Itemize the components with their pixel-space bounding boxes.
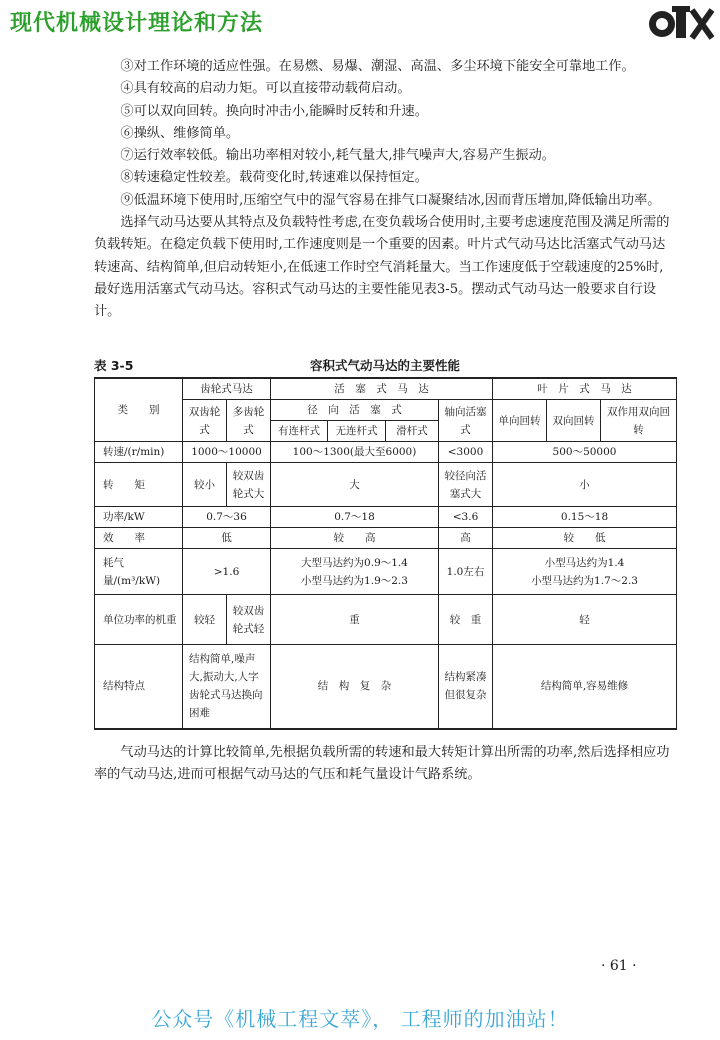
paragraph: 气动马达的计算比较简单,先根据负载所需的转速和最大转矩计算出所需的功率,然后选择相应功率的气动马达,进而可根据气动马达的气压和耗气量设计气路系统。 bbox=[94, 745, 670, 783]
cell bbox=[493, 549, 677, 595]
cell: >1.6 bbox=[183, 549, 271, 595]
header-gear: 齿轮式马达 bbox=[183, 378, 271, 400]
cell: 高 bbox=[439, 528, 493, 549]
cell: 1.0左右 bbox=[439, 549, 493, 595]
header-piston: 活 塞 式 马 达 bbox=[271, 378, 493, 400]
cell-line: 小型马达约为1.7～2.3 bbox=[531, 574, 638, 587]
table-row bbox=[95, 528, 677, 549]
cell: 结构紧凑但很复杂 bbox=[439, 645, 493, 729]
table-row bbox=[95, 442, 677, 463]
paragraph: ③对工作环境的适应性强。在易燃、易爆、潮湿、高温、多尘环境下能安全可靠地工作。 bbox=[120, 59, 635, 74]
cell-line: 大型马达约为0.9～1.4 bbox=[301, 556, 408, 569]
cell-line: 小型马达约为1.4 bbox=[544, 556, 625, 569]
cell: 500～50000 bbox=[493, 442, 677, 463]
cell: 结构简单,容易维修 bbox=[493, 645, 677, 729]
row-label: 单位功率的机重 bbox=[95, 595, 183, 645]
closing-text bbox=[94, 742, 676, 787]
performance-table bbox=[94, 377, 677, 730]
cell: 100～1300(最大至6000) bbox=[271, 442, 439, 463]
paragraph: ④具有较高的启动力矩。可以直接带动载荷启动。 bbox=[120, 81, 411, 97]
paragraph: ⑨低温环境下使用时,压缩空气中的湿气容易在排气口凝聚结冰,因而背压增加,降低输出功率。 bbox=[120, 192, 661, 208]
cell: <3.6 bbox=[439, 507, 493, 528]
cell: 0.15～18 bbox=[493, 507, 677, 528]
paragraph: ⑧转速稳定性较差。载荷变化时,转速难以保持恒定。 bbox=[120, 170, 428, 186]
row-label: 功率/kW bbox=[95, 507, 183, 528]
table-row bbox=[95, 549, 677, 595]
row-label: 效 率 bbox=[95, 528, 183, 549]
cell: 较 低 bbox=[493, 528, 677, 549]
cell: 大 bbox=[271, 463, 439, 507]
cell-line: 小型马达约为1.9～2.3 bbox=[301, 574, 408, 587]
table-title: 容积式气动马达的主要性能 bbox=[309, 358, 460, 373]
cell: 较 高 bbox=[271, 528, 439, 549]
table-row bbox=[95, 507, 677, 528]
row-label: 转 矩 bbox=[95, 463, 183, 507]
header-vane-dual: 双作用双向回转 bbox=[601, 400, 677, 442]
cell: 较径向活塞式大 bbox=[439, 463, 493, 507]
cell: 低 bbox=[183, 528, 271, 549]
cell: 0.7～36 bbox=[183, 507, 271, 528]
cell: 较双齿轮式大 bbox=[227, 463, 271, 507]
header-vane-bidir: 双向回转 bbox=[547, 400, 601, 442]
cell: 1000～10000 bbox=[183, 442, 271, 463]
header-vane: 叶 片 式 马 达 bbox=[493, 378, 677, 400]
header-gear-multi: 多齿轮式 bbox=[227, 400, 271, 442]
header-radial-slide: 滑杆式 bbox=[386, 421, 439, 442]
cell: 较 重 bbox=[439, 595, 493, 645]
page-number: · 61 · bbox=[601, 958, 637, 974]
row-label: 耗气量/(m³/kW) bbox=[95, 549, 183, 595]
cell: 结构简单,噪声大,振动大,人字齿轮式马达换向困难 bbox=[183, 645, 271, 729]
paragraph: ⑦运行效率较低。输出功率相对较小,耗气量大,排气噪声大,容易产生振动。 bbox=[120, 148, 555, 164]
cell bbox=[271, 549, 439, 595]
book-title: 现代机械设计理论和方法 bbox=[10, 11, 264, 36]
header-radial-norod: 无连杆式 bbox=[328, 421, 386, 442]
header-gear-double: 双齿轮式 bbox=[183, 400, 227, 442]
cell: 小 bbox=[493, 463, 677, 507]
table-row bbox=[95, 463, 677, 507]
table-row bbox=[95, 645, 677, 729]
cell: <3000 bbox=[439, 442, 493, 463]
footer-banner: 公众号《机械工程文萃》， 工程师的加油站！ bbox=[151, 1007, 569, 1031]
cell: 结 构 复 杂 bbox=[271, 645, 439, 729]
header-category: 类 别 bbox=[95, 378, 183, 442]
body-text bbox=[94, 56, 676, 324]
cell: 重 bbox=[271, 595, 439, 645]
table-row bbox=[95, 595, 677, 645]
publisher-logo-icon bbox=[646, 2, 716, 44]
paragraph: 选择气动马达要从其特点及负载特性考虑,在变负载场合使用时,主要考虑速度范围及满足所需的负载转矩。在稳定负载下使用时,工作速度则是一个重要的因素。叶片式气动马达比活塞式气动马达转速高、结构简单,但启动转矩小,在低速工作时空气消耗量大。当工作速度低于空载速度的25%时,最好选用活塞式气动马达。容积式气动马达的主要性能见表3-5。摆动式气动马达一般要求自行设计。 bbox=[94, 215, 670, 320]
header-radial-rod: 有连杆式 bbox=[271, 421, 328, 442]
table-caption bbox=[94, 356, 676, 376]
header-radial: 径 向 活 塞 式 bbox=[271, 400, 439, 421]
cell: 较小 bbox=[183, 463, 227, 507]
header-axial: 轴向活塞式 bbox=[439, 400, 493, 442]
cell: 0.7～18 bbox=[271, 507, 439, 528]
paragraph: ⑥操纵、维修简单。 bbox=[120, 125, 240, 141]
paragraph: ⑤可以双向回转。换向时冲击小,能瞬时反转和升速。 bbox=[120, 103, 428, 119]
cell: 轻 bbox=[493, 595, 677, 645]
cell: 较轻 bbox=[183, 595, 227, 645]
cell: 较双齿轮式轻 bbox=[227, 595, 271, 645]
row-label: 转速/(r/min) bbox=[95, 442, 183, 463]
header-vane-single: 单向回转 bbox=[493, 400, 547, 442]
row-label: 结构特点 bbox=[95, 645, 183, 729]
table-number: 表 3-5 bbox=[94, 358, 134, 373]
